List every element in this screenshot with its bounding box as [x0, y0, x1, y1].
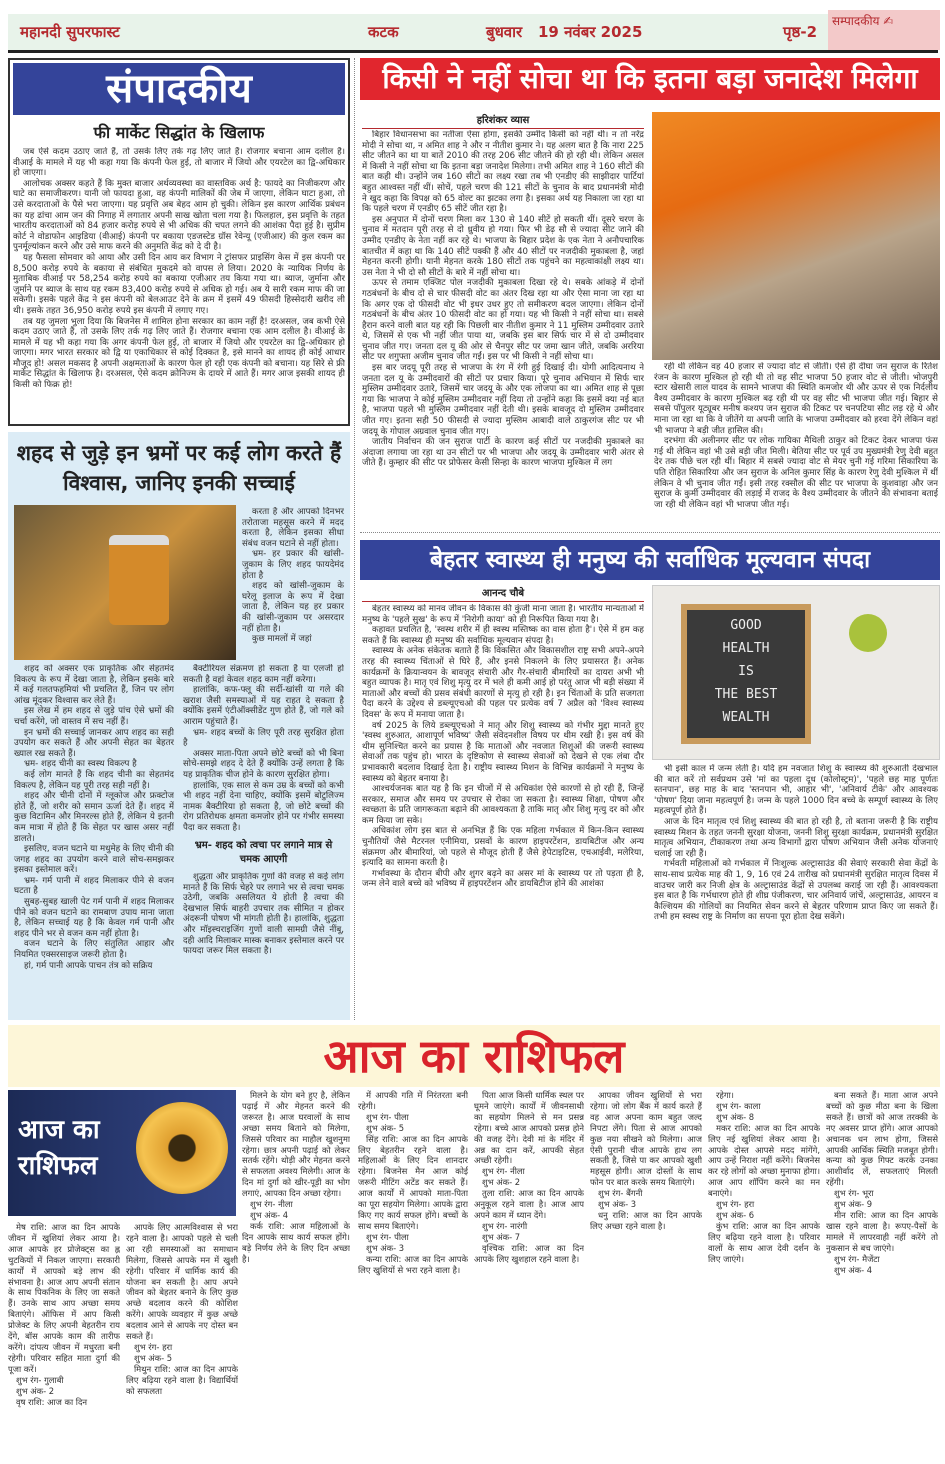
rashifal-entry: शुभ अंक- 2 [482, 1177, 521, 1188]
paragraph: बेहतर स्वास्थ्य को मानव जीवन के विकास की कुंजी माना जाता है। भारतीय मान्यताओं में मनुष्य के 'पहले सुख' के रूप में 'निरोगी काया' को ही निरूपित किया गया है। [362, 604, 644, 625]
paragraph: भ्रम- शहद चीनी का स्वस्थ विकल्प है [24, 759, 137, 770]
rashifal-entry: शुभ रंग- भूरा [834, 1188, 874, 1199]
rally-photo [652, 112, 940, 360]
rashifal-entry: शुभ अंक- 3 [598, 1199, 637, 1210]
honey-jar-image [14, 505, 236, 660]
paragraph: कई लोग मानते हैं कि शहद चीनी का सेहतमंद विकल्प है, लेकिन यह पूरी तरह सही नहीं है। [14, 769, 174, 791]
rashifal-image [8, 1090, 236, 1216]
paragraph: भी इसी काल में जन्म लेती है। यदि हम नवजात शिशु के स्वास्थ्य की शुरुआती देखभाल की बात करें तो सर्वप्रथम उसे 'मां का पहला दूध (कोलोस्ट्रम)', 'पहले छह माह पूर्णतः स्तनपान', छह माह के बाद 'स्तनपान भी, आहार भी', 'अनिवार्य टीके' और आवश्यक 'पोषण' दिया जाना महत्वपूर्ण है। जन्म के पहले 1000 दिन बच्चे के सम्पूर्ण स्वास्थ्य के लिए महत्वपूर्ण होते हैं। [654, 764, 938, 817]
politics-body-continued [654, 362, 938, 528]
paragraph: हां, गर्म पानी आपके पाचन तंत्र को सक्रिय [24, 960, 153, 971]
logo-text: सम्पादकीय [832, 14, 880, 28]
rashifal-column [126, 1222, 238, 1458]
paragraph: अधिकांश लोग इस बात से अनभिज्ञ हैं कि एक महिला गर्भकाल में किन-किन स्वास्थ्य चुनौतियों जैसे मैटरनल एनीमिया, प्रसवों के कारण हाइपरटेंशन, डायबिटीज और अन्य संक्रमण और बीमारियां, जो पहले से मौजूद होती हैं जैसे हेपेटाइटिस, एचआईवी, मलेरिया, इत्यादि का सामना करती है। [362, 826, 644, 869]
pen-icon: ✍ [883, 14, 894, 28]
paragraph: रही थी लेकिन वह 40 हजार से ज्यादा वोट से जीती। ऐसे ही दीघा जन सुराज के रितेश रंजन के कारण मुश्किल हो रही थी तो वह सीट भाजपा 50 हजार वोट से जीती। भोजपुरी स्टार खेसारी लाल यादव के सामने भाजपा की स्थिति कमजोर थी और ऊपर से एक निर्दलीय वैश्य उम्मीदवार के कारण मुश्किल बढ़ रही थी पर वह सीट भी भाजपा जीत गई। बिहार से सबसे पॉपुलर यूट्यूबर मनीष कश्यप जन सुराज की टिकट पर चनपटिया सीट लड़ रहे थे और माना जा रहा था कि वे जीतेंगे या अपनी जाति के भाजपा उम्मीदवार को हरवा देंगे लेकिन वहां भी भाजपा ने बड़ी जीत हासिल की। [654, 362, 938, 436]
editorial-title: फी मार्केट सिद्धांत के खिलाफ [93, 123, 265, 142]
editorial-banner: संपादकीय [13, 63, 345, 115]
rashifal-column [8, 1222, 120, 1458]
paragraph: वजन घटाने के लिए संतुलित आहार और नियमित एक्सरसाइज जरूरी होता है। [14, 939, 174, 961]
health-body [362, 604, 644, 1018]
zodiac-wheel-icon [136, 1102, 228, 1194]
rashifal-entry: मकर राशि: आज का दिन आपके लिए नई खुशियां लेकर आया है। आपके दोस्त आपसे मदद मांगेंगे, आप उन्हें निराश नहीं करेंगे। बिजनेस कर रहे लोगों को अच्छा मुनाफा होगा। आज आप शॉपिंग करने का मन बनाएंगे। [708, 1122, 820, 1199]
honey-column-2 [183, 664, 344, 834]
paragraph: बिहार विधानसभा का नतीजा ऐसा होगा, इसकी उम्मीद किसी को नहीं थी। न तो नरेंद्र मोदी ने सोचा था, न अमित शाह ने और न नीतीश कुमार ने। यह अलग बात है कि नारा 225 सीट जीतने का था या बातें 2010 की तरह 206 सीट जीतने की हो रही थी। लेकिन असल में किसी ने नहीं सोचा था कि इतना बड़ा जनादेश मिलेगा। तभी अमित शाह ने 160 सीटों की बात कही थी। उन्होंने जब 160 सीटों का लक्ष्य रखा तब भी एनडीए की साझीदार पार्टियां बहुत आश्वस्त नहीं थीं। सोचें, पहले चरण की 121 सीटों के चुनाव के बाद प्रधानमंत्री मोदी ने खुद कहा कि विपक्ष को 65 वोल्ट का झटका लगा है। इसका अर्थ यह निकाला जा रहा था कि पहले चरण में एनडीए 65 सीटें जीत रहा है। [362, 130, 644, 215]
paragraph: कहावत प्रचलित है, 'स्वस्थ शरीर में ही स्वस्थ मस्तिष्क का वास होता है'। ऐसे में हम कह सकते हैं कि स्वास्थ्य ही मनुष्य की सर्वाधिक मूल्यवान संपदा है। [362, 625, 644, 646]
paragraph: आलोचक अक्सर कहते हैं कि मुक्त बाजार अर्थव्यवस्था का वास्तविक अर्थ है: फायदे का निजीकरण और घाटे का समाजीकरण। यानी जो फायदा हुआ, वह कंपनी मालिकों की जेब में जाएगा, लेकिन घाटा हुआ, तो उसे करदाताओं के पैसे भरा जाएगा। यह प्रवृत्ति अब बेहद आम हो चुकी। लेकिन इस कारण आर्थिक प्रबंधन का यह ढांचा आम जन की निगाह में लगातार अपनी साख खोता चला गया है। फिलहाल, इस प्रवृत्ति के तहत भारतीय करदाताओं को 84 हजार करोड़ रुपये से भी अधिक की चपत लगने की आशंका पैदा हुई है। सुप्रीम कोर्ट ने वोडाफोन आइडिया (वीआई) कंपनी पर बकाया एडजस्टेड ग्रॉस रेवेन्यू (एजीआर) की कुल रकम का पुनर्मूल्यांकन करने और उसे माफ करने की अनुमति केंद्र को दे दी है। [13, 178, 345, 253]
paragraph: इस बार जदयू पूरी तरह से भाजपा के रंग में रंगी हुई दिखाई दी। योगी आदित्यनाथ ने जनता दल यू के उम्मीदवारों की सीटों पर प्रचार किया। पूरे चुनाव अभियान में सिर्फ चार मुस्लिम उम्मीदवार उतारे, जिसमें चार जदयू के और एक लोजपा का था। अमित शाह से पूछा गया कि भाजपा ने कोई मुस्लिम उम्मीदवार नहीं दिया तो उन्होंने कहा कि इसमें क्या नई बात है, भाजपा पहले भी मुस्लिम उम्मीदवार नहीं देती थी। इसके बावजूद दो मुस्लिम उम्मीदवार जीत गए। इतना सही 50 फीसदी से ज्यादा मुस्लिम आबादी वाले ठाकुरगंज सीट पर भी जदयू के गोपाल अग्रवाल चुनाव जीत गए। [362, 363, 644, 437]
section-divider [360, 532, 940, 533]
rashifal-entry: वृश्चिक राशि: आज का दिन आपके लिए खुशहाल रहने वाला है। [474, 1242, 584, 1264]
paragraph: भ्रम- शहद बच्चों के लिए पूरी तरह सुरक्षित होता है [183, 727, 344, 749]
rashifal-entry: शुभ अंक- 8 [716, 1111, 755, 1122]
date: 19 नवंबर 2025 [538, 23, 643, 41]
paragraph: अक्सर माता-पिता अपने छोटे बच्चों को भी बिना सोचे-समझे शहद दे देते हैं क्योंकि उन्हें लगता है कि यह प्राकृतिक चीज होने के कारण सुरक्षित होगा। [183, 748, 344, 780]
good-health-photo [652, 585, 940, 760]
rashifal-image-label: आज का राशिफल [18, 1115, 100, 1181]
jar-shape [109, 535, 169, 625]
rashifal-entry: शुभ अंक- 3 [366, 1242, 405, 1253]
editorial-box [8, 58, 350, 426]
rashifal-entry: में आपकी गति में निरंतरता बनी रहेगी। [358, 1090, 468, 1111]
board-line: IS [738, 664, 754, 679]
politics-byline: हरिशंकर व्यास [362, 112, 644, 129]
rashifal-entry: शुभ रंग- हरा [716, 1199, 755, 1210]
paragraph: इस लेख में हम शहद से जुड़े पांच ऐसे भ्रमों की चर्चा करेंगे, जो वास्तव में सच नहीं हैं। [14, 706, 174, 727]
rashifal-entry: कन्या राशि: आज का दिन आपके लिए खुशियों से भरा रहने वाला है। [358, 1253, 468, 1275]
rashifal-entry: शुभ अंक- 2 [16, 1385, 55, 1396]
paragraph: बैक्टीरियल संक्रमण हो सकता है या एलर्जी हो सकती है वहां केवल शहद काम नहीं करेगा। [183, 664, 344, 685]
rashifal-entry: रहेगा। [716, 1090, 734, 1100]
honey-article [8, 432, 350, 1020]
paragraph: हालांकि, कफ-फ्लू की सर्दी-खांसी या गले की खराश जैसी समस्याओं में यह राहत दे सकता है क्योंकि इसमें एंटीऑक्सीडेंट गुण होते हैं, जो गले को आराम पहुंचाते हैं। [183, 685, 344, 727]
rashifal-column [358, 1090, 468, 1458]
board-line: THE BEST [714, 687, 778, 702]
rashifal-column [826, 1090, 938, 1458]
health-headline: बेहतर स्वास्थ्य ही मनुष्य की सर्वाधिक मूल्यवान संपदा [360, 540, 940, 580]
paragraph: शहद को अक्सर एक प्राकृतिक और सेहतमंद विकल्प के रूप में देखा जाता है, लेकिन इसके बारे में कई गलतफहमियां भी प्रचलित हैं, जिन पर लोग आंख मूंदकर विश्वास कर लेते हैं। [14, 664, 174, 706]
honey-subhead: भ्रम- शहद को त्वचा पर लगाने मात्र से चमक आएगी [194, 840, 333, 865]
rashifal-entry: मेष राशि: आज का दिन आपके जीवन में खुशियां लेकर आया है। आज आपके हर प्रोजेक्ट्स का ह्ल चुटकियों में निकल जाएगा। सरकारी कार्यों में आपको बड़े लाभ की संभावना है। आज आप अपनी संतान के साथ पिकनिक के लिए जा सकते हैं। उनके साथ आप अच्छा समय बिताएंगे। ऑफिस में आप किसी प्रोजेक्ट के लिए अपनी बेहतरीन राय देंगे, बॉस आपके काम की तारीफ करेंगे। दांपत्य जीवन में मधुरता बनी रहेगी। परिवार सहित माता दुर्गा की पूजा करें। [8, 1222, 120, 1374]
politics-headline: किसी ने नहीं सोचा था कि इतना बड़ा जनादेश मिलेगा [360, 58, 940, 100]
paragraph: शहद को खांसी-जुकाम के घरेलू इलाज के रूप में देखा जाता है, लेकिन यह हर प्रकार की खांसी-जुकाम पर असरदार नहीं होता है। [242, 581, 344, 634]
rashifal-entry: शुभ रंग- नीला [482, 1166, 525, 1177]
board-line: GOOD [730, 618, 762, 633]
rashifal-entry: शुभ रंग- पीला [366, 1111, 409, 1122]
rashifal-entry: शुभ अंक- 9 [834, 1199, 873, 1210]
rashifal-column [708, 1090, 820, 1458]
rashifal-entry: आपके लिए आत्मविश्वास से भरा रहने वाला है। आपको पहले से चली आ रही समस्याओं का समाधान मिलेगा, जिससे आपके मन में खुशी रहेगी। परिवार में धार्मिक कार्य की योजना बन सकती है। आप अपने जीवन को बेहतर बनाने के लिए कुछ अच्छे बदलाव करने की कोशिश करेंगे। आपके व्यवहार में कुछ अच्छे बदलाव आने से आपके नए दोस्त बन सकते हैं। [126, 1222, 238, 1342]
rashifal-entry: पिता आज किसी धार्मिक स्थल पर घूमने जाएंगे। कार्यों में जीवनसाथी का सहयोग मिलने से मन प्रसन्न रहेगा। बच्चे आज आपको प्रसन्न होने की वजह देंगे। देवी मां के मंदिर में अन्न का दान करें, आपकी सेहत अच्छी रहेगी। [474, 1090, 584, 1166]
health-body-continued [654, 764, 938, 1018]
paragraph: हालांकि, एक साल से कम उम्र के बच्चों को कभी भी शहद नहीं देना चाहिए, क्योंकि इसमें बोटुलिज्म नामक बैक्टीरिया हो सकता है, जो छोटे बच्चों की रोग प्रतिरोधक क्षमता कमजोर होने पर गंभीर समस्या पैदा कर सकता है। [183, 780, 344, 833]
letter-board [681, 604, 811, 744]
honey-column-2b [183, 872, 344, 1016]
rashifal-entry: बना सकते हैं। माता आज अपने बच्चों को कुछ मीठा बना के खिला सकते हैं। छात्रों को आज तरक्की के नए अवसर प्राप्त होंगे। आज आपको अचानक धन लाभ होगा, जिससे आपकी आर्थिक स्थिति मजबूत होगी। कन्या को कुछ गिफ्ट करके उनका आशीर्वाद लें, सफलताएं मिलती रहेंगी। [826, 1090, 938, 1188]
paper-name: महानदी सुपरफास्ट [20, 23, 120, 41]
masthead-bar [8, 14, 938, 50]
paragraph: कुछ मामलों में जहां [252, 634, 312, 645]
honey-headline: शहद से जुड़े इन भ्रमों पर कई लोग करते हैं विश्वास, जानिए इनकी सच्चाई [16, 441, 342, 495]
paragraph: गर्भावस्था के दौरान बीपी और शुगर बढ़ने का असर मां के स्वास्थ्य पर तो पड़ता ही है, जन्म लेने वाले बच्चे को भविष्य में हाइपरटेंशन और डायबिटीज होने की आशंका [362, 868, 644, 890]
rashifal-column [474, 1090, 584, 1458]
paragraph: दरभंगा की अलीनगर सीट पर लोक गायिका मैथिली ठाकुर को टिकट देकर भाजपा फंस गई थी लेकिन वहां भी उसे बड़ी जीत मिली। बेतिया सीट पर पूर्व उप मुख्यमंत्री रेणु देवी बहुत देर तक पीछे चल रही थीं। बिहार में सबसे ज्यादा वोट से मेयर चुनी गई गरिमा सिकारिया के पति रोहित सिकारिया और जन सुराज के अनिल कुमार सिंह के कारण रेणु देवी मुश्किल में थीं लेकिन वे भी चुनाव जीत गईं। इसी तरह रक्सौल की सीट पर भाजपा के कुशवाहा और जन सुराज के कुर्मी उम्मीदवार की लड़ाई में राजद के वैश्य उम्मीदवार के जीतने की संभावना बताई जा रही थी लेकिन वहां भी भाजपा जीत गई। [654, 436, 938, 510]
rashifal-entry: शुभ रंग- नारंगी [482, 1220, 528, 1231]
rashifal-entry: कुंभ राशि: आज का दिन आपके लिए बढ़िया रहने वाला है। परिवार वालों के साथ आज देवी दर्शन के लिए जाएंगे। [708, 1220, 820, 1264]
paragraph: करता है और आपको दिनभर तरोताजा महसूस करने में मदद करता है, लेकिन इसका सीधा संबंध वजन घटाने से नहीं होता। [242, 507, 344, 549]
rashifal-column [242, 1090, 350, 1458]
paragraph: शहद और चीनी दोनों में ग्लूकोज और फ्रक्टोज होते हैं, जो शरीर को समान ऊर्जा देते हैं। शहद में कुछ विटामिन और मिनरल्स होते हैं, लेकिन ये इतनी कम मात्रा में होते हैं कि सेहत पर खास असर नहीं डालते। [14, 791, 174, 844]
paragraph: यह फैसला सोमवार को आया और उसी दिन आय कर विभाग ने ट्रांसफर प्राइसिंग केस में इस कंपनी पर 8,500 करोड़ रुपये के बकाया से संबंधित मुकदमे को वापस ले लिया। 2020 के न्यायिक निर्णय के मुताबिक वीआई पर 58,254 करोड़ रुपये का बकाया एजीआर तय किया गया था। ब्याज, जुर्माना और जुर्माने पर ब्याज के साथ यह रकम 83,400 करोड़ रुपये से अधिक हो गई। अब ये सारी रकम माफ की जा सकेगी। इसके पहले केंद्र ने इस कंपनी को बेलआउट देने के क्रम में इसमें 49 फीसदी हिस्सेदारी खरीद ली थी। इसके तहत 36,950 करोड़ रुपये इस कंपनी में लगाए गए। [13, 252, 345, 316]
paragraph: सुबह-सुबह खाली पेट गर्म पानी में शहद मिलाकर पीने को वजन घटाने का रामबाण उपाय माना जाता है, लेकिन सच्चाई यह है कि केवल गर्म पानी और शहद पीने भर से वजन कम नहीं होता है। [14, 897, 174, 939]
politics-body [362, 130, 644, 526]
paragraph: इन भ्रमों की सच्चाई जानकर आप शहद का सही उपयोग कर सकते हैं और अपनी सेहत का बेहतर ख्याल रख सकते हैं। [14, 727, 174, 759]
paragraph: भ्रम- हर प्रकार की खांसी-जुकाम के लिए शहद फायदेमंद होता है [242, 549, 344, 581]
paragraph: गर्भवती महिलाओं को गर्भकाल में निःशुल्क अल्ट्रासाउंड की सेवाएं सरकारी सेवा केंद्रों के साथ-साथ प्रत्येक माह की 1, 9, 16 एवं 24 तारीख को प्रधानमंत्री सुरक्षित मातृत्व दिवस में वाउचर जारी कर निजी क्षेत्र के अल्ट्रासाउंड केंद्रों से उपलब्ध कराई जा रही हैं। आवश्यकता इस बात है कि गर्भधारण होते ही शीघ्र पंजीकरण, चार अनिवार्य जांचें, अल्ट्रासाउंड, आयरन व कैल्शियम की गोलियों का नियमित सेवन करने से बेहतर परिणाम प्राप्त किए जा सकते हैं। तभी हम स्वस्थ राष्ट्र के निर्माण का सपना पूरा होता देख सकेंगे। [654, 859, 938, 923]
rashifal-entry: धनु राशि: आज का दिन आपके लिए अच्छा रहने वाला है। [590, 1209, 702, 1231]
board-line: HEALTH [722, 641, 770, 656]
rashifal-entry: शुभ रंग- मैजेंटा [834, 1253, 880, 1264]
apple-icon [849, 614, 887, 652]
paragraph: भ्रम- गर्म पानी में शहद मिलाकर पीने से वजन घटता है [14, 875, 174, 897]
honey-column-1 [14, 664, 174, 1016]
day: बुधवार [486, 23, 523, 41]
rashifal-entry: सिंह राशि: आज का दिन आपके लिए बेहतरीन रहने वाला है। महिलाओं के लिए दिन शानदार रहेगा। बिजनेस मैन आज कोई जरूरी मीटिंग अटेंड कर सकते हैं। आज कार्यों में आपको माता-पिता का पूरा सहयोग मिलेगा। आपके द्वारा किए गए कार्य सफल होंगे। बच्चों के साथ समय बिताएंगे। [358, 1133, 468, 1231]
paragraph: जातीय निर्वाचन की जन सुराज पार्टी के कारण कई सीटों पर नजदीकी मुकाबले का अंदाजा लगाया जा रहा था उन सीटों पर भी भाजपा और जदयू के उम्मीदवार भारी अंतर से जीते हैं। कुम्हार की सीट पर प्रोफेसर केसी सिन्हा के कारण भाजपा मुश्किल में लग [362, 437, 644, 469]
paragraph: वर्ष 2025 के लिये डब्ल्यूएचओ ने मातृ और शिशु स्वास्थ्य को गंभीर मुद्दा मानते हुए 'स्वस्थ शुरुआत, आशापूर्ण भविष्य' जैसी संवेदनशील विषय पर थीम रखी है। इस वर्ष की थीम सुनिश्चित करने का प्रयास है कि माताओं और नवजात शिशुओं की जरूरी स्वास्थ्य सेवाओं तक पहुंच हो। भारत के दृष्टिकोण से स्वास्थ्य सेवाओं को देखने से एक लंबा दौर प्रभावकारी बदलाव दिखाई देता है। राष्ट्रीय स्वास्थ्य मिशन के विभिन्न कार्यक्रमों ने मनुष्य के स्वास्थ्य को बेहतर बनाया है। [362, 720, 644, 784]
rashifal-banner: आज का राशिफल [8, 1025, 940, 1087]
paragraph: तब यह जुमला भुला दिया कि बिजनेस में शामिल होना सरकार का काम नहीं है! दरअसल, जब कभी ऐसे कदम उठाए जाते हैं, तो उसके लिए तर्क गढ़ लिए जाते हैं। रोजगार बचाना एक आम दलील है। वीआई के मामले में यह भी कहा गया कि अगर कंपनी फेल हुई, तो बाजार में जियो और एयरटेल का द्वि-अधिकार हो जाएगा। मगर भारत सरकार को द्वि या एकाधिकार से कोई दिक्कत है, इसे मानने का शायद ही कोई आधार मौजूद हो! असल मकसद है अपनी अक्षमताओं के कारण फेल हो रही एक कंपनी को बचाना। यह सिरे से फ्री मार्केट सिद्धांत के खिलाफ है। दरअसल, ऐसे कदम क्रोनिज्म के दायरे में आते हैं। मगर आज इसकी शायद ही किसी को फिक्र हो! [13, 316, 345, 391]
rashifal-entry: शुभ रंग- काला [716, 1100, 761, 1111]
editorial-body [13, 147, 345, 405]
rashifal-entry: शुभ अंक- 5 [134, 1352, 173, 1363]
rashifal-entry: मिलने के योग बने हुए है, लेकिन पढ़ाई में और मेहनत करने की जरूरत है। आज घरवालों के साथ अच्छा समय बिताने को मिलेगा, जिससे परिवार का माहौल खुशनुमा रहेगा। छात्र अपनी पढ़ाई को लेकर सतर्क रहेंगे। थोड़ी और मेहनत करने से सफलता अवश्य मिलेगी। आज के दिन मां दुर्गा को खीर-पूड़ी का भोग लगाएं, आपका दिन अच्छा रहेगा। [242, 1090, 350, 1199]
health-byline: आनन्द चौबे [362, 585, 644, 602]
rashifal-entry: कर्क राशि: आज महिलाओं के दिन आपके साथ कार्य सफल होंगे। बड़े निर्णय लेने के लिए दिन अच्छा है। [242, 1220, 350, 1264]
paragraph: जब ऐसे कदम उठाए जाते हैं, तो उसके लिए तर्क गढ़ लिए जाते हैं। रोजगार बचाना आम दलील है। वीआई के मामले में यह भी कहा गया कि कंपनी फेल हुई, तो बाजार में जियो और एयरटेल का द्वि-अधिकार हो जाएगा। [13, 147, 345, 179]
rashifal-entry: शुभ रंग- पीला [366, 1231, 409, 1242]
rashifal-entry: आपका जीवन खुशियों से भरा रहेगा। जो लोग बैंक में कार्य करते हैं वह आज अपना काम बहुत जल्द निपटा लेंगे। पिता से आज आपको कुछ नया सीखने को मिलेगा। आज ऐसी पुरानी चीज आपके हाथ लग सकती है, जिसे पा कर आपको खुशी महसूस होगी। आज दोस्तों के साथ फोन पर बात करके समय बिताएंगे। [590, 1090, 702, 1188]
header-rule [8, 50, 938, 53]
paragraph: इसलिए, वजन घटाने या मधुमेह के लिए चीनी की जगह शहद का उपयोग करने वाले सोच-समझकर इसका इस्तेमाल करें। [14, 844, 174, 876]
rashifal-entry: मिथुन राशि: आज का दिन आपके लिए बढ़िया रहने वाला है। विद्यार्थियों को सफलता [126, 1363, 238, 1396]
rashifal-entry: शुभ रंग- बैंगनी [598, 1188, 643, 1199]
rashifal-entry: शुभ रंग- हरा [134, 1341, 173, 1352]
rashifal-entry: शुभ रंग- गुलाबी [16, 1374, 64, 1385]
page-number: पृष्ठ-2 [783, 23, 818, 41]
paragraph: आज के दिन मातृत्व एवं शिशु स्वास्थ्य की बात हो रही है, तो बताना जरूरी है कि राष्ट्रीय स्वास्थ्य मिशन के तहत जननी सुरक्षा योजना, जननी शिशु सुरक्षा कार्यक्रम, प्रधानमंत्री सुरक्षित मातृत्व अभियान, टीकाकरण तथा अन्य विभागों द्वारा पोषण अभियान जैसी अनेक योजनाएं चलाई जा रही हैं। [654, 816, 938, 859]
rashifal-entry: शुभ अंक- 5 [366, 1122, 405, 1133]
column-divider [354, 58, 355, 1020]
paragraph: स्वास्थ्य के अनेक संकेतक बताते हैं कि विकसित और विकासशील राष्ट्र सभी अपने-अपने तरह की स्वास्थ्य चिंताओं से घिरे हैं, और इनसे निकलने के लिए प्रयासरत हैं। अनेक कार्यक्रमों के क्रियान्वयन के बावजूद संचारी और गैर-संचारी बीमारियों का दायरा अभी भी बहुत व्यापक है। मातृ एवं शिशु मृत्यु दर में भले ही कमी आई हो परंतु आज भी बड़ी संख्या में माताओं और बच्चों की प्रसव संबंधी कारणों से मृत्यु हो रही है। इन चिंताओं के प्रति सजगता पैदा करने के उद्देश्य से डब्ल्यूएचओ की पहल पर प्रत्येक वर्ष 7 अप्रैल को 'विश्व स्वास्थ्य दिवस' के रूप में मनाया जाता है। [362, 646, 644, 720]
honey-side-text [242, 507, 344, 659]
paragraph: इस अनुपात में दोनों चरण मिला कर 130 से 140 सीटें हो सकती थीं। दूसरे चरण के चुनाव में मतदान पूरी तरह से दो ध्रुवीय हो गया। फिर भी डेढ़ सौ से ज्यादा सीट जाने की उम्मीद एनडीए के नेता नहीं कर रहे थे। भाजपा के बिहार प्रदेश के एक नेता ने अनौपचारिक बातचीत में कहा था कि 140 सीटें पक्की हैं और 40 सीटों पर नजदीकी मुकाबला है, जहां मेहनत करनी होगी। यानी मेहनत करके 180 सीटों तक पहुंचने का महत्वाकांक्षी लक्ष्य था। उस नेता ने भी दो सौ सीटों के बारे में नहीं सोचा था। [362, 214, 644, 278]
rashifal-entry: शुभ अंक- 6 [716, 1209, 755, 1220]
rashifal-entry: शुभ अंक- 4 [250, 1209, 289, 1220]
paragraph: ऊपर से तमाम एक्जिट पोल नजदीकी मुकाबला दिखा रहे थे। सबके आंकड़े में दोनों गठबंधनों के बीच दो से चार फीसदी वोट का अंतर दिख रहा था और ऐसा माना जा रहा था कि अगर एक दो फीसदी वोट भी इधर उधर हुए तो समीकरण बदल जाएगा। लेकिन दोनों गठबंधनों के बीच अंतर 10 फीसदी वोट का हो गया। यह भी किसी ने नहीं सोचा था। सबसे हैरान करने वाली बात यह रही कि पिछली बार नीतीश कुमार ने 11 मुस्लिम उम्मीदवार उतारे थे, जिसमें से एक भी नहीं जीत पाया था, जबकि इस बार सिर्फ चार में से दो उम्मीदवार चुनाव जीत गए। जनता दल यू की ओर से चैनपुर सीट पर जमा खान जीते, जबकि अररिया सीट पर शगुफ्ता अजीम चुनाव जीत गईं। इस पर भी किसी ने नहीं सोचा था। [362, 278, 644, 363]
rashifal-entry: वृष राशि: आज का दिन [16, 1396, 88, 1407]
city: कटक [368, 23, 399, 41]
paragraph: आश्चर्यजनक बात यह है कि इन चीजों में से अधिकांश ऐसे कारणों से हो रही हैं, जिन्हें सरकार, समाज और समय पर उपचार से रोका जा सकता है। स्वास्थ्य शिक्षा, पोषण और स्वच्छता के प्रति जागरूकता बढ़ाने की आवश्यकता है ताकि मातृ और शिशु मृत्यु दर को और कम किया जा सके। [362, 784, 644, 826]
rashifal-entry: मीन राशि: आज का दिन आपके खास रहने वाला है। रूपए-पैसों के मामले में लापरवाही नहीं करेंगे तो नुकसान से बच जाएंगे। [826, 1209, 938, 1253]
rashifal-column [590, 1090, 702, 1458]
paragraph: शुद्धता और प्राकृतिक गुणों की वजह से कई लोग मानते हैं कि सिर्फ चेहरे पर लगाने भर से त्वचा चमक उठेगी, जबकि असलियत ये होती है त्वचा की देखभाल सिर्फ बाहरी उपचार तक सीमित न होकर अंदरूनी पोषण भी मांगती होती है। हालांकि, शुद्धता और मॉइस्चराइजिंग गुणों वाली सामग्री जैसे नींबू, दही आदि मिलाकर मास्क बनाकर इस्तेमाल करने पर फायदा जरूर मिल सकता है। [183, 872, 344, 957]
rashifal-entry: तुला राशि: आज का दिन आपके अनुकूल रहने वाला है। आज आप अपने काम में ध्यान देंगे। [474, 1188, 584, 1220]
rashifal-entry: शुभ अंक- 4 [834, 1264, 873, 1275]
board-line: WEALTH [722, 710, 770, 725]
rashifal-entry: शुभ रंग- नीला [250, 1199, 293, 1210]
rashifal-entry: शुभ अंक- 7 [482, 1231, 521, 1242]
sampadkiya-logo [828, 10, 940, 50]
